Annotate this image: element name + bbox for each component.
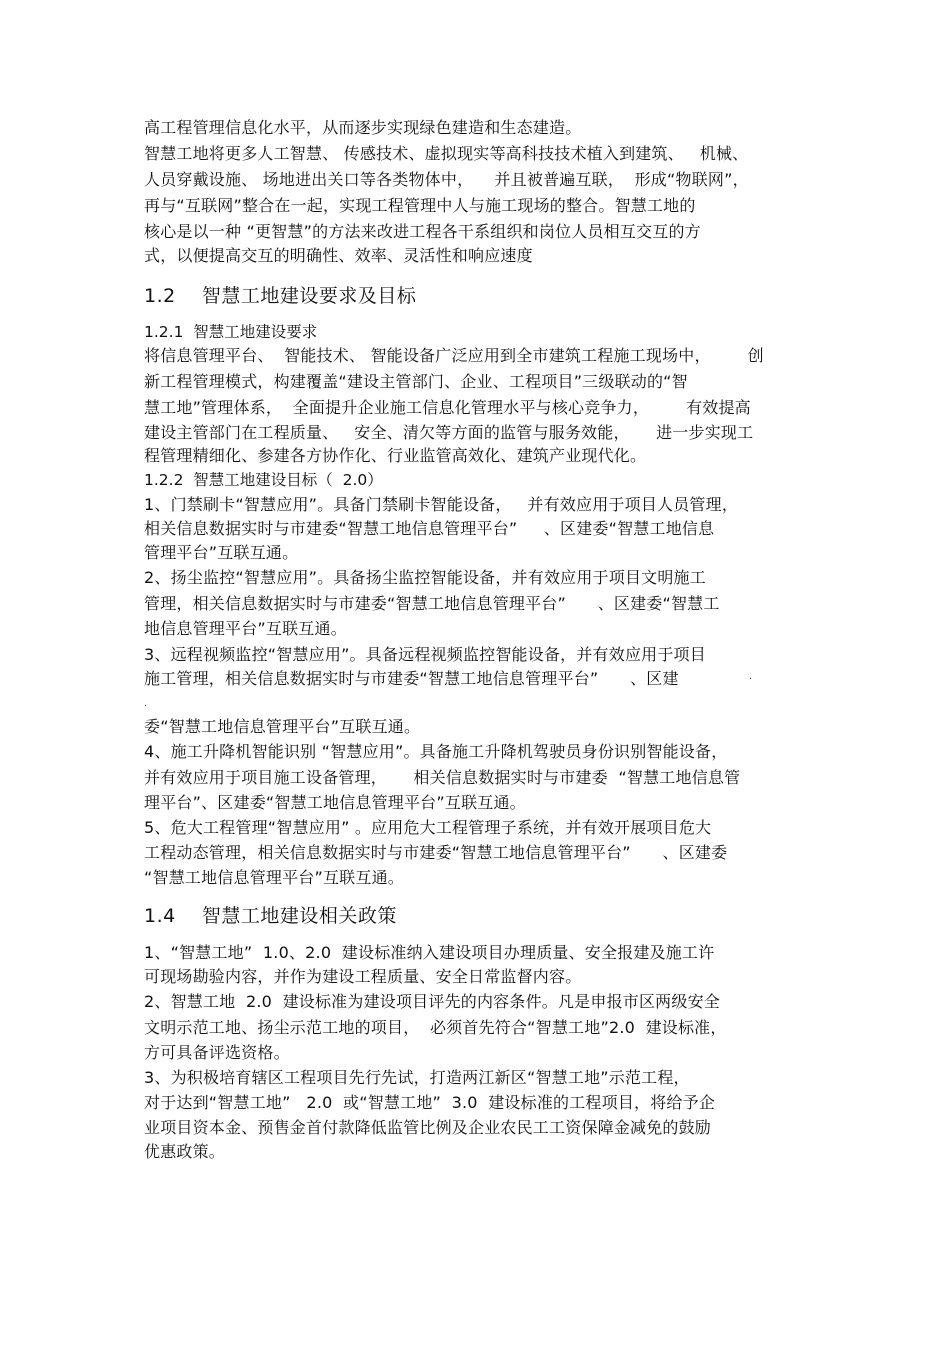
paragraph-line: 1、“智慧工地” 1.0、2.0 建设标准纳入建设项目办理质量、安全报建及施工许 (144, 943, 715, 962)
paragraph-line: 理平台”、区建委“智慧工地信息管理平台”互联互通。 (144, 793, 526, 812)
intro-line: 核心是以一种 “更智慧”的方法来改进工程各干系组织和岗位人员相互交互的方 (144, 222, 701, 241)
intro-line: 式，以便提高交互的明确性、效率、灵活性和响应速度 (144, 246, 533, 265)
paragraph-line: 可现场勘验内容，并作为建设工程质量、安全日常监督内容。 (144, 967, 582, 986)
paragraph-line: 文明示范工地、扬尘示范工地的项目， 必须首先符合“智慧工地”2.0 建设标准， (144, 1018, 727, 1037)
paragraph-line: 地信息管理平台”互联互通。 (144, 619, 347, 638)
intro-line: 高工程管理信息化水平，从而逐步实现绿色建造和生态建造。 (144, 118, 582, 137)
section-heading: 1.4 智慧工地建设相关政策 (144, 905, 397, 927)
intro-line: 智慧工地将更多人工智慧、 传感技术、虚拟现实等高科技技术植入到建筑、 机械、 (144, 144, 749, 163)
paragraph-line: 建设主管部门在工程质量、 安全、清欠等方面的监管与服务效能， 进一步实现工 (144, 423, 754, 442)
paragraph-line: 施工管理，相关信息数据实时与市建委“智慧工地信息管理平台” 、区建 (144, 669, 679, 688)
paragraph-line: 方可具备评选资格。 (144, 1043, 290, 1062)
paragraph-line: 新工程管理模式，构建覆盖“建设主管部门、企业、工程项目”三级联动的“智 (144, 372, 688, 391)
paragraph-line: 业项目资本金、预售金首付款降低监管比例及企业农民工工资保障金减免的鼓励 (144, 1118, 712, 1137)
paragraph-line: 2、扬尘监控“智慧应用”。具备扬尘监控智能设备，并有效应用于项目文明施工 (144, 568, 706, 587)
paragraph-line: 并有效应用于项目施工设备管理， 相关信息数据实时与市建委 “智慧工地信息管 (144, 768, 741, 787)
paragraph-line: 工程动态管理，相关信息数据实时与市建委“智慧工地信息管理平台” 、区建委 (144, 843, 728, 862)
paragraph-line: 5、危大工程管理“智慧应用” 。应用危大工程管理子系统，并有效开展项目危大 (144, 818, 712, 837)
paragraph-line: 程管理精细化、参建各方协作化、行业监管高效化、建筑产业现代化。 (144, 446, 647, 465)
section-heading: 1.2 智慧工地建设要求及目标 (144, 285, 417, 307)
subsection-heading: 1.2.2 智慧工地建设目标（ 2.0） (144, 471, 383, 489)
paragraph-line: 管理平台”互联互通。 (144, 543, 299, 562)
paragraph-line: 委“智慧工地信息管理平台”互联互通。 (144, 717, 421, 736)
paragraph-line: 1、门禁刷卡“智慧应用”。具备门禁刷卡智能设备， 并有效应用于项目人员管理， (144, 495, 739, 514)
intro-line: 再与“互联网”整合在一起，实现工程管理中人与施工现场的整合。智慧工地的 (144, 196, 696, 215)
paragraph-line: 慧工地”管理体系， 全面提升企业施工信息化管理水平与核心竞争力， 有效提高 (144, 398, 751, 417)
paragraph-line: 3、远程视频监控“智慧应用”。具备远程视频监控智能设备，并有效应用于项目 (144, 645, 706, 664)
paragraph-line: “智慧工地信息管理平台”互联互通。 (144, 868, 404, 887)
paragraph-line: 优惠政策。 (144, 1142, 226, 1161)
stray-mark: · (144, 701, 148, 712)
paragraph-line: 3、为积极培育辖区工程项目先行先试，打造两江新区“智慧工地”示范工程， (144, 1068, 690, 1087)
paragraph-line: 相关信息数据实时与市建委“智慧工地信息管理平台” 、区建委“智慧工地信息 (144, 519, 715, 538)
paragraph-line: 2、智慧工地 2.0 建设标准为建设项目评先的内容条件。凡是申报市区两级安全 (144, 992, 720, 1011)
subsection-heading: 1.2.1 智慧工地建设要求 (144, 323, 318, 341)
stray-mark: · (749, 674, 753, 685)
intro-line: 人员穿戴设施、 场地进出关口等各类物体中， 并且被普遍互联， 形成“物联网”， (144, 170, 749, 189)
paragraph-line: 4、施工升降机智能识别 “智慧应用”。具备施工升降机驾驶员身份识别智能设备， (144, 742, 728, 761)
paragraph-line: 管理，相关信息数据实时与市建委“智慧工地信息管理平台” 、区建委“智慧工 (144, 594, 720, 613)
paragraph-line: 将信息管理平台、 智能技术、 智能设备广泛应用到全市建筑工程施工现场中， 创 (144, 346, 764, 365)
paragraph-line: 对于达到“智慧工地” 2.0 或“智慧工地” 3.0 建设标准的工程项目，将给予企 (144, 1093, 716, 1112)
